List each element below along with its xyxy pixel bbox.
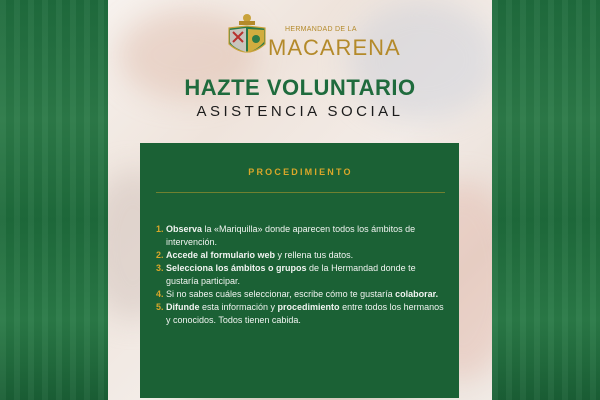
step-number: 2. [156, 250, 164, 260]
step-number: 1. [156, 224, 164, 234]
step-text: la «Mariquilla» donde aparecen todos los ámbitos de intervención. [166, 224, 416, 247]
brand-small-text: HERMANDAD DE LA [285, 26, 357, 33]
step-text: y rellena tus datos. [275, 250, 354, 260]
step-text: entre todos los hermanos y conocidos. Todos tienen cabida. [166, 302, 444, 325]
step-text: esta información y [199, 302, 278, 312]
list-item [156, 288, 445, 301]
list-item [156, 262, 445, 288]
step-bold: Selecciona los ámbitos o grupos [166, 263, 307, 273]
step-bold: procedimiento [277, 302, 340, 312]
poster [108, 0, 492, 400]
step-bold: Observa [166, 224, 203, 234]
step-number: 4. [156, 289, 164, 299]
steps-list [156, 223, 445, 327]
step-text: Si no sabes cuáles seleccionar, escribe cómo te gustaría [166, 289, 396, 299]
crest-icon [225, 12, 269, 60]
list-item [156, 249, 445, 262]
list-item [156, 301, 445, 327]
background-left-panel [0, 0, 108, 400]
list-item [156, 223, 445, 249]
step-number: 5. [156, 302, 164, 312]
step-bold: Difunde [166, 302, 200, 312]
step-bold: Accede al formulario web [166, 250, 276, 260]
background-right-panel [492, 0, 600, 400]
brand-name: MACARENA [268, 35, 401, 60]
step-text: de la Hermandad donde te gustaría participar. [166, 263, 416, 286]
card-heading: PROCEDIMIENTO [248, 167, 353, 177]
step-bold: colaborar. [395, 289, 439, 299]
page-subtitle: ASISTENCIA SOCIAL [196, 103, 404, 120]
card-divider [156, 192, 445, 193]
step-number: 3. [156, 263, 164, 273]
procedure-card [140, 143, 459, 398]
page-title: HAZTE VOLUNTARIO [184, 75, 416, 100]
brand-logo [225, 12, 401, 62]
